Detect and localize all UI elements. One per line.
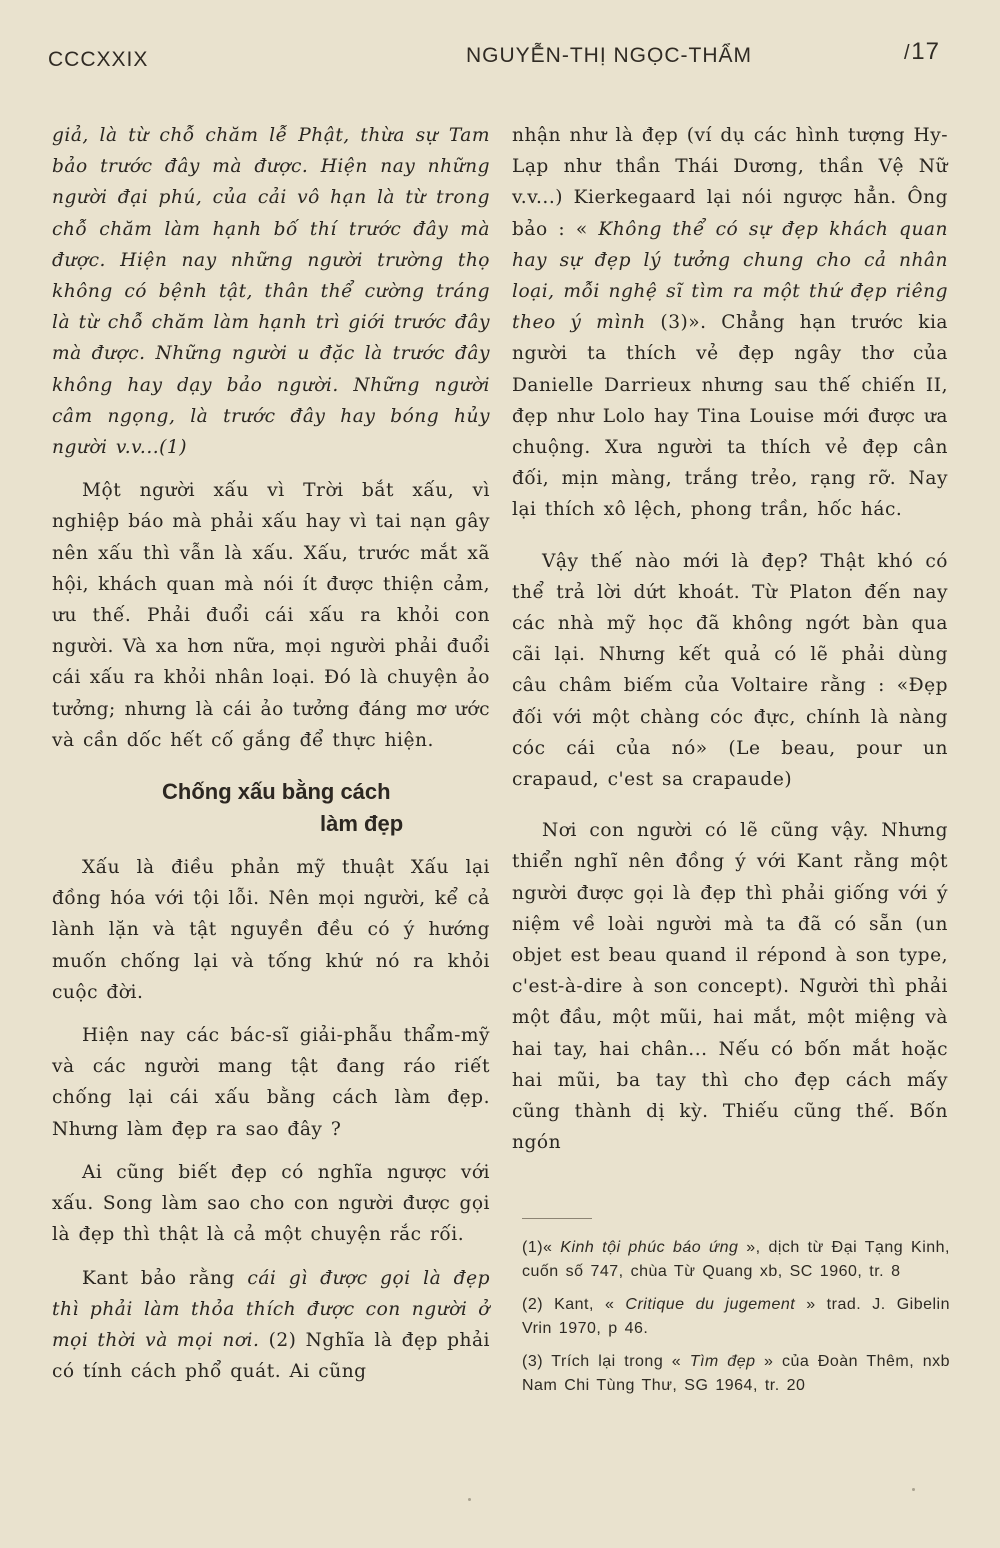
footnote-divider [522, 1218, 592, 1219]
left-column [52, 120, 490, 1399]
page-number: 17 [911, 38, 940, 65]
body-paragraph: Vậy thế nào mới là đẹp? Thật khó có thể trả lời dứt khoát. Từ Platon đến nay các nhà mỹ học đã không ngớt bàn qua cãi lại. Nhưng kết quả có lẽ phải dùng câu châm biếm của Voltaire rằng : «Đẹp đối với một chàng cóc đực, chính là nàng cóc cái của nó» (Le beau, pour un crapaud, c'est sa crapaude) [512, 550, 948, 791]
section-heading-line-2: làm đẹp [320, 811, 404, 837]
body-paragraph: Ai cũng biết đẹp có nghĩa ngược với xấu. Song làm sao cho con người được gọi là đẹp thì thật là cả một chuyện rắc rối. [52, 1161, 490, 1246]
footnote-title: Kinh tội phúc báo ứng [560, 1239, 739, 1256]
footnote-title: Tìm đẹp [689, 1353, 756, 1370]
footnote-2 [522, 1293, 950, 1340]
paper-speck [468, 1498, 471, 1501]
header-separator: / [904, 42, 911, 64]
text-run: » trad. J. Gibelin Vrin 1970, p 46. [522, 1296, 950, 1337]
text-run: (2) Nghĩa là đẹp phải có tính cách phổ quát. Ai cũng [52, 1329, 490, 1383]
text-run: » của Đoàn Thêm, nxb Nam Chi Tùng Thư, SG 1964, tr. 20 [522, 1353, 951, 1394]
body-paragraph: Một người xấu vì Trời bắt xấu, vì nghiệp báo mà phải xấu hay vì tai nạn gây nên xấu thì vẫn là xấu. Xấu, trước mắt xã hội, khách quan mà nói ít được thiện cảm, ưu thế. Phải đuổi cái xấu ra khỏi con người. Và xa hơn nữa, mọi người phải đuổi cái xấu ra khỏi nhân loại. Đó là chuyện ảo tưởng; nhưng là cái ảo tưởng đáng mơ ước và cần dốc hết cố gắng để thực hiện. [52, 480, 490, 751]
body-paragraph: Hiện nay các bác-sĩ giải-phẫu thẩm-mỹ và các người mang tật đang ráo riết chống lại cái xấu bằng cách làm đẹp. Nhưng làm đẹp ra sao đây ? [52, 1025, 490, 1140]
paper-speck [912, 1488, 915, 1491]
body-paragraph: Xấu là điều phản mỹ thuật Xấu lại đồng hóa với tội lỗi. Nên mọi người, kể cả lành lặn và tật nguyền đều có ý hướng muốn chống lại và tống khứ nó ra khỏi cuộc đời. [52, 857, 490, 1003]
text-run: (3)». Chẳng hạn trước kia người ta thích vẻ đẹp ngây thơ của Danielle Darrieux nhưng sau thế chiến II, đẹp như Lolo hay Tina Louise mới được ưa chuộng. Xưa người ta thích vẻ đẹp cân đối, mịn màng, trắng trẻo, rạng rỡ. Nay lại thích xô lệch, phong trần, hốc hác. [512, 312, 949, 521]
body-paragraph-continued [512, 120, 948, 526]
quoted-paragraph: giả, là từ chỗ chăm lễ Phật, thừa sự Tam bảo trước đây mà được. Hiện nay những người đại phú, của cải vô hạn là từ trong chỗ chăm làm hạnh bố thí trước đây mà được. Hiện nay những người trường thọ không có bệnh tật, thân thể cường tráng là từ chỗ chăm làm hạnh trì giới trước đây mà được. Những người u đặc là trước đây không hay dạy bảo người. Những người câm ngọng, là trước đây hay bóng hủy người v.v...(1) [52, 125, 490, 459]
body-paragraph-kant [52, 1263, 490, 1388]
footnote-title: Critique du jugement [625, 1296, 796, 1313]
text-run: (1)« [522, 1239, 561, 1256]
text-run: (3) Trích lại trong « [522, 1353, 690, 1370]
header-section-code: CCCXXIX [48, 48, 149, 71]
footnotes [522, 1236, 950, 1407]
body-paragraph: Nơi con người có lẽ cũng vậy. Nhưng thiển nghĩ nên đồng ý với Kant rằng một người được gọi là đẹp thì phải giống với ý niệm về loài người mà ta đã có sẵn (un objet est beau quand il répond à son type, c'est-à-dire à son concept). Người thì phải một đầu, một mũi, hai mắt, một miệng và hai tay, hai chân... Nếu có bốn mắt hoặc hai mũi, ba tay thì cho đẹp cách mấy cũng thành dị kỳ. Thiếu cũng thế. Bốn ngón [512, 820, 948, 1154]
italic-quote: Không thể có sự đẹp khách quan hay sự đẹp lý tưởng chung cho cả nhân loại, mỗi nghệ sĩ tìm ra một thứ đẹp riêng theo ý mình [512, 218, 948, 334]
header-author-name: NGUYỄN-THỊ NGỌC-THẨM [466, 44, 752, 67]
page-header [48, 38, 940, 74]
right-column [512, 120, 948, 1171]
italic-quote: cái gì được gọi là đẹp thì phải làm thỏa thích được con người ở mọi thời và mọi nơi. [52, 1267, 490, 1351]
text-run: », dịch từ Đại Tạng Kinh, cuốn số 747, chùa Từ Quang xb, SC 1960, tr. 8 [522, 1239, 950, 1280]
text-run: (2) Kant, « [522, 1296, 626, 1313]
footnote-1 [522, 1236, 950, 1283]
text-run: Kant bảo rằng [82, 1267, 248, 1289]
text-run: nhận như là đẹp (ví dụ các hình tượng Hy-Lạp như thần Thái Dương, thần Vệ Nữ v.v...) Kierkegaard lại nói ngược hẳn. Ông bảo : « [512, 125, 948, 240]
section-heading-line-1: Chống xấu bằng cách [162, 779, 391, 805]
section-heading [52, 776, 490, 840]
footnote-3 [522, 1350, 950, 1397]
